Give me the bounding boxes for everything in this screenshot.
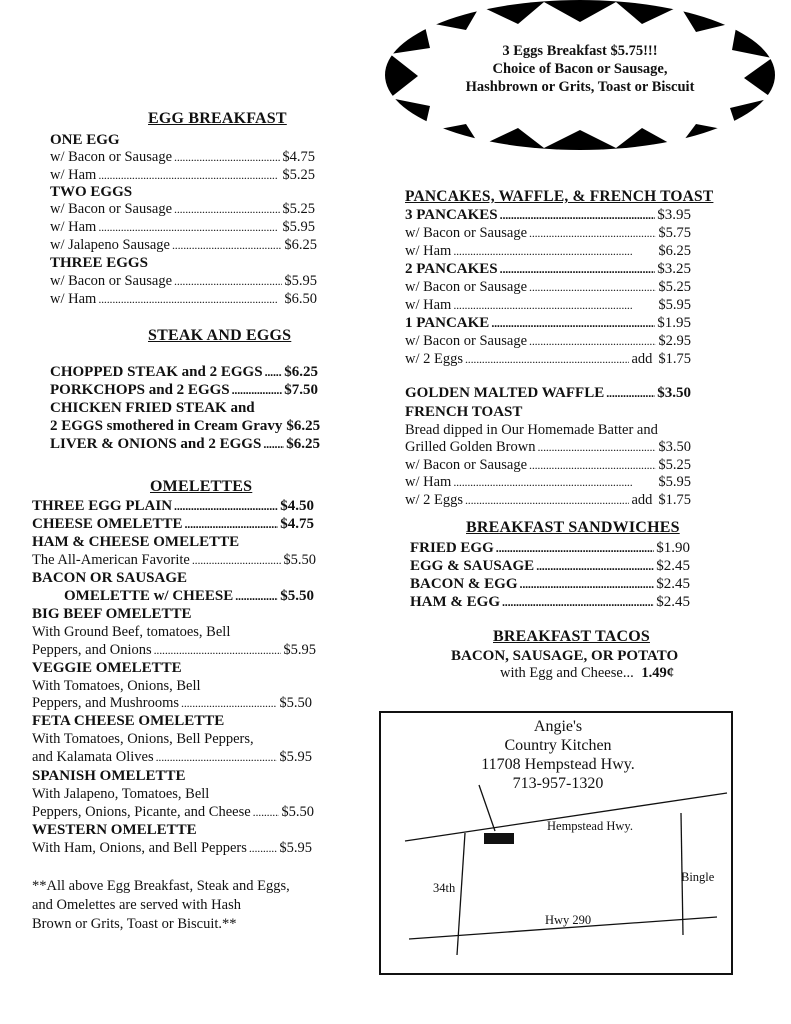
location-map xyxy=(379,711,733,975)
map-roads xyxy=(381,713,731,973)
menu-item: Peppers, and Onions . . . $5.95 xyxy=(32,641,316,659)
menu-item: w/ Bacon or Sausage . . . $5.25 xyxy=(405,456,691,474)
menu-item: w/ Ham . . . $5.95 xyxy=(50,218,315,236)
omelette-heading: BACON OR SAUSAGE xyxy=(32,570,188,586)
omelette-description: With Ground Beef, tomatoes, Bell xyxy=(32,624,231,640)
menu-item: w/ Ham . . . $5.95 xyxy=(405,296,691,314)
menu-item: 3 PANCAKES . . . $3.95 xyxy=(405,206,691,224)
promo-line-2: Choice of Bacon or Sausage, xyxy=(492,61,668,77)
menu-item: and Kalamata Olives . . . $5.95 xyxy=(32,748,312,766)
hwy-290-label: Hwy 290 xyxy=(545,913,592,927)
bingle-label: Bingle xyxy=(681,870,715,884)
omelettes-title: OMELETTES xyxy=(150,478,253,495)
menu-item: HAM & EGG . . . $2.45 xyxy=(410,593,690,611)
menu-item: w/ Bacon or Sausage . . . $5.25 xyxy=(405,278,691,296)
omelette-description: With Jalapeno, Tomatoes, Bell xyxy=(32,786,210,802)
menu-item: EGG & SAUSAGE . . . $2.45 xyxy=(410,557,690,575)
menu-item: w/ Ham . . . $6.50 xyxy=(50,290,317,308)
restaurant-phone: 713-957-1320 xyxy=(512,775,604,792)
menu-item: Grilled Golden Brown . . . $3.50 xyxy=(405,438,691,456)
restaurant-name-line-2: Country Kitchen xyxy=(504,737,612,754)
tacos-price: 1.49¢ xyxy=(641,665,674,681)
menu-item: w/ Ham . . . $5.25 xyxy=(50,166,315,184)
menu-item: THREE EGG PLAIN . . . $4.50 xyxy=(32,497,314,515)
one-egg-heading: ONE EGG xyxy=(50,132,120,148)
menu-item: OMELETTE w/ CHEESE . . . $5.50 xyxy=(64,587,314,605)
menu-item: FRIED EGG . . . $1.90 xyxy=(410,539,690,557)
menu-item: CHEESE OMELETTE . . . $4.75 xyxy=(32,515,314,533)
menu-item: Peppers, and Mushrooms . . . $5.50 xyxy=(32,694,312,712)
restaurant-name-line-1: Angie's xyxy=(533,718,583,735)
pancakes-title: PANCAKES, WAFFLE, & FRENCH TOAST xyxy=(405,188,714,205)
tacos-description xyxy=(500,664,674,682)
three-eggs-heading: THREE EGGS xyxy=(50,255,148,271)
menu-item: w/ Ham . . . $6.25 xyxy=(405,242,691,260)
menu-item: LIVER & ONIONS and 2 EGGS . . . $6.25 xyxy=(50,435,320,453)
sandwiches-title: BREAKFAST SANDWICHES xyxy=(466,519,680,536)
promo-line-3: Hashbrown or Grits, Toast or Biscuit xyxy=(465,79,695,95)
menu-item: w/ Bacon or Sausage . . . $4.75 xyxy=(50,148,315,166)
menu-item: w/ 2 Eggs . . . add $1.75 xyxy=(405,350,691,368)
menu-item: 1 PANCAKE . . . $1.95 xyxy=(405,314,691,332)
steak-eggs-title: STEAK AND EGGS xyxy=(148,327,292,344)
menu-item: w/ Bacon or Sausage . . . $5.25 xyxy=(50,200,315,218)
menu-item: 2 PANCAKES . . . $3.25 xyxy=(405,260,691,278)
34th-label: 34th xyxy=(433,881,456,895)
menu-item: The All-American Favorite . . . $5.50 xyxy=(32,551,316,569)
egg-breakfast-title: EGG BREAKFAST xyxy=(148,110,287,127)
omelette-heading: FETA CHEESE OMELETTE xyxy=(32,713,225,729)
menu-item: w/ Bacon or Sausage . . . $5.95 xyxy=(50,272,317,290)
tacos-description-text: with Egg and Cheese... xyxy=(500,665,634,681)
menu-item: w/ Bacon or Sausage . . . $2.95 xyxy=(405,332,691,350)
omelette-heading: HAM & CHEESE OMELETTE xyxy=(32,534,240,550)
french-toast-heading: FRENCH TOAST xyxy=(405,404,523,420)
omelette-heading: SPANISH OMELETTE xyxy=(32,768,186,784)
serving-note xyxy=(32,877,290,934)
promo-text xyxy=(430,42,730,96)
menu-item: w/ Bacon or Sausage . . . $5.75 xyxy=(405,224,691,242)
two-eggs-heading: TWO EGGS xyxy=(50,184,133,200)
menu-item: GOLDEN MALTED WAFFLE . . . $3.50 xyxy=(405,384,691,402)
serving-note-line-3: Brown or Grits, Toast or Biscuit.** xyxy=(32,916,237,932)
menu-item: w/ 2 Eggs . . . add $1.75 xyxy=(405,491,691,509)
french-toast-description: Bread dipped in Our Homemade Batter and xyxy=(405,422,658,438)
omelette-description: With Tomatoes, Onions, Bell Peppers, xyxy=(32,731,254,747)
omelette-heading: WESTERN OMELETTE xyxy=(32,822,197,838)
serving-note-line-1: **All above Egg Breakfast, Steak and Eggs, xyxy=(32,878,290,894)
menu-item: w/ Ham . . . $5.95 xyxy=(405,473,691,491)
hempstead-hwy-label: Hempstead Hwy. xyxy=(547,819,633,833)
menu-item: w/ Jalapeno Sausage . . . $6.25 xyxy=(50,236,317,254)
promo-line-1: 3 Eggs Breakfast $5.75!!! xyxy=(502,43,658,59)
omelette-heading: BIG BEEF OMELETTE xyxy=(32,606,192,622)
omelette-heading: VEGGIE OMELETTE xyxy=(32,660,182,676)
omelette-description: With Tomatoes, Onions, Bell xyxy=(32,678,201,694)
menu-item: Peppers, Onions, Picante, and Cheese . . . $5.50 xyxy=(32,803,314,821)
menu-item: PORKCHOPS and 2 EGGS . . . $7.50 xyxy=(50,381,318,399)
tacos-title: BREAKFAST TACOS xyxy=(493,628,650,645)
menu-item: CHOPPED STEAK and 2 EGGS . . . $6.25 xyxy=(50,363,318,381)
menu-item: CHICKEN FRIED STEAK and xyxy=(50,400,255,416)
restaurant-address: 11708 Hempstead Hwy. xyxy=(481,756,635,773)
menu-item: 2 EGGS smothered in Cream Gravy $6.25 xyxy=(50,418,321,434)
menu-item: With Ham, Onions, and Bell Peppers . . . $5.95 xyxy=(32,839,312,857)
serving-note-line-2: and Omelettes are served with Hash xyxy=(32,897,241,913)
tacos-options: BACON, SAUSAGE, OR POTATO xyxy=(451,648,679,664)
menu-item: BACON & EGG . . . $2.45 xyxy=(410,575,690,593)
